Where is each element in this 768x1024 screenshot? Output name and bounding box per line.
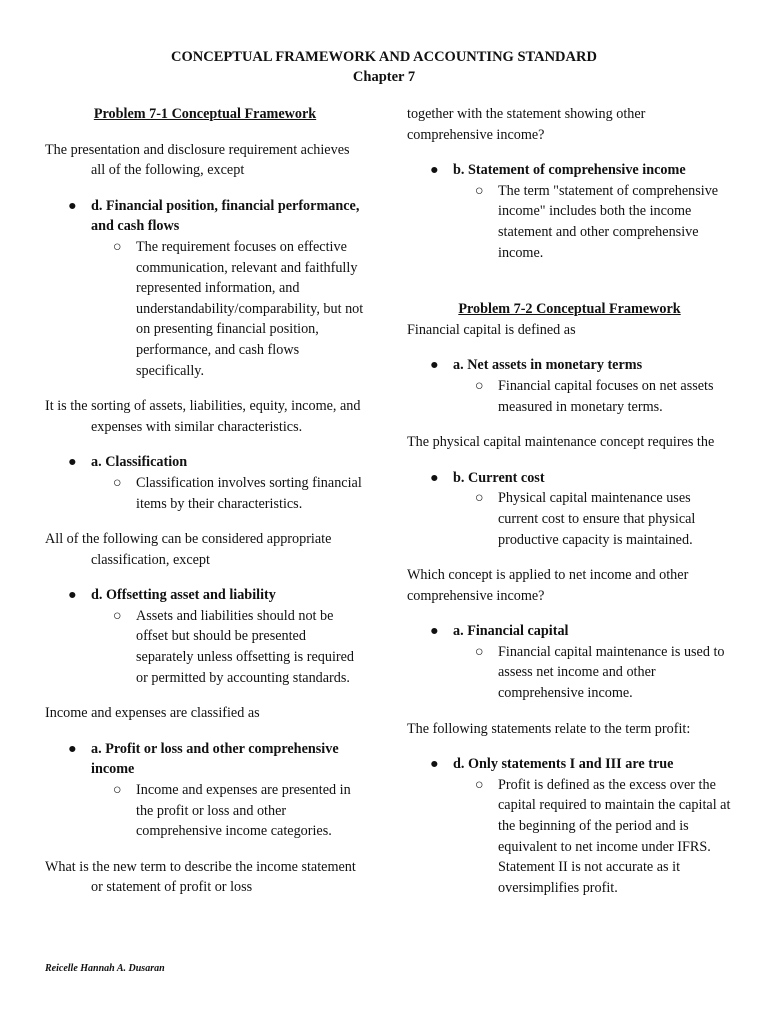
circle-bullet-icon: ○ [113,238,122,255]
answer-item [407,621,732,642]
answer-item [45,196,365,237]
bullet-icon: ● [68,197,77,214]
bullet-icon: ● [68,454,77,471]
section-title: Problem 7-2 Conceptual Framework [458,301,681,318]
question-text: The following statements relate to the term profit: [407,720,691,737]
chapter-label: Chapter 7 [352,69,416,85]
explanation-item [45,606,365,688]
right-column [407,104,732,898]
bullet-icon: ● [430,357,439,374]
answer-item [407,754,732,775]
bullet-icon: ● [430,623,439,640]
circle-bullet-icon: ○ [113,607,122,624]
section-title: Problem 7-1 Conceptual Framework [93,106,317,122]
question-text: The physical capital maintenance concept requires the [407,434,715,451]
answer-text: a. Profit or loss and other comprehensive income [91,740,339,778]
explanation-text: Financial capital maintenance is used to assess net income and other comprehensive income. [498,643,725,702]
question-text: Income and expenses are classified as [45,705,260,722]
answer-item [407,160,732,181]
answer-text: d. Only statements I and III are true [453,756,674,773]
question-text: Which concept is applied to net income and other comprehensive income? [407,567,689,604]
explanation-item [407,181,732,263]
bullet-icon: ● [430,469,439,486]
explanation-item [407,775,732,899]
explanation-text: Profit is defined as the excess over the capital required to maintain the capital at the beginning of the period and is equivalent to net income under IFRS. Statement II is not accurate as it oversimplifies profit. [498,776,731,896]
explanation-text: Financial capital focuses on net assets measured in monetary terms. [498,377,714,415]
question-text: Financial capital is defined as [407,321,576,338]
bullet-icon: ● [430,756,439,773]
bullet-icon: ● [68,587,77,604]
circle-bullet-icon: ○ [475,182,484,199]
question-text: It is the sorting of assets, liabilities, equity, income, and expenses with similar characteristics. [45,398,361,435]
answer-item [45,739,365,780]
explanation-item [407,376,732,417]
answer-text: a. Net assets in monetary terms [453,357,643,374]
question-text: What is the new term to describe the income statement or statement of profit or loss [45,858,356,896]
explanation-item [45,237,365,381]
explanation-item [45,780,365,842]
answer-text: b. Current cost [453,469,545,486]
circle-bullet-icon: ○ [113,474,122,491]
answer-text: d. Financial position, financial performance, and cash flows [91,197,360,235]
explanation-item [45,473,365,514]
answer-text: a. Classification [91,454,188,471]
answer-text: b. Statement of comprehensive income [453,162,686,179]
document-title: CONCEPTUAL FRAMEWORK AND ACCOUNTING STANDARD [171,49,597,65]
bullet-icon: ● [430,162,439,179]
circle-bullet-icon: ○ [475,490,484,507]
answer-text: a. Financial capital [453,623,569,640]
explanation-text: Physical capital maintenance uses current cost to ensure that physical productive capacity is maintained. [498,490,696,548]
circle-bullet-icon: ○ [475,377,484,394]
explanation-text: The term "statement of comprehensive income" includes both the income statement and other comprehensive income. [498,182,719,261]
answer-item [45,452,365,473]
explanation-item [407,642,732,704]
question-text: All of the following can be considered appropriate classification, except [45,531,332,568]
answer-item [407,355,732,376]
bullet-icon: ● [68,740,77,757]
answer-item [407,468,732,489]
answer-text: d. Offsetting asset and liability [91,587,276,604]
author-footer: Reicelle Hannah A. Dusaran [45,963,165,974]
explanation-text: Income and expenses are presented in the profit or loss and other comprehensive income categories. [136,782,351,840]
circle-bullet-icon: ○ [113,782,122,799]
circle-bullet-icon: ○ [475,643,484,660]
question-text-continued: together with the statement showing other comprehensive income? [407,106,646,143]
explanation-text: The requirement focuses on effective communication, relevant and faithfully represented information, and understandability/comparability, but not on presenting financial position, performance, and cash flows specifically. [136,238,364,379]
explanation-text: Assets and liabilities should not be offset but should be presented separately unless offsetting is required or permitted by accounting standards. [136,607,355,686]
left-column [45,104,365,898]
explanation-item [407,488,732,550]
answer-item [45,585,365,606]
question-text: The presentation and disclosure requirement achieves all of the following, except [45,141,350,179]
circle-bullet-icon: ○ [475,776,484,793]
explanation-text: Classification involves sorting financial items by their characteristics. [136,474,362,512]
